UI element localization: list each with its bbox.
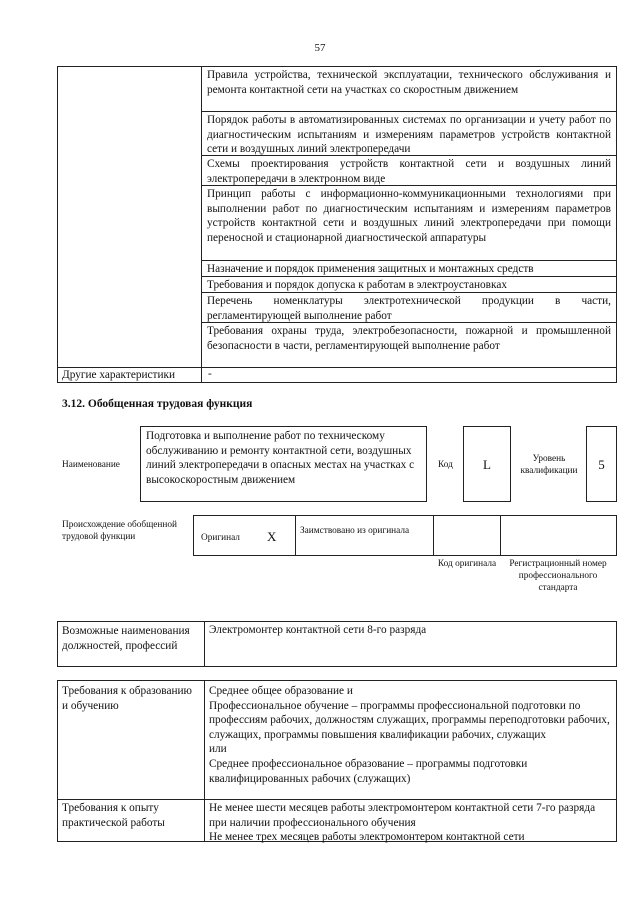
code-original-caption: Код оригинала bbox=[437, 559, 497, 569]
registration-number-caption: Регистрационный номер профессионального стандарта bbox=[509, 559, 607, 593]
table-row: Требования и порядок допуска к работам в электроустановках bbox=[201, 277, 616, 293]
origin-divider bbox=[500, 516, 501, 555]
experience-line: Не менее шести месяцев работы электромонтером контактной сети 7-го разряда при наличии профессионального обучения bbox=[209, 802, 596, 829]
other-characteristics-row bbox=[58, 367, 616, 384]
positions-value: Электромонтер контактной сети 8-го разряда bbox=[209, 624, 427, 636]
function-name-box: Подготовка и выполнение работ по техническому обслуживанию и ремонту контактной сети, воздушных линий электропередачи в опасных местах на участках с высокоскоростным движением bbox=[140, 426, 427, 502]
other-characteristics-label: Другие характеристики bbox=[62, 369, 176, 381]
table-row: Назначение и порядок применения защитных и монтажных средств bbox=[201, 261, 616, 277]
code-value: L bbox=[483, 457, 491, 472]
table-row: Принцип работы с информационно-коммуникационными технологиями при выполнении работ по диагностическим испытаниям и измерениям параметров устройств контактной сети и воздушных линий электропередачи при помощи переносной и стационарной диагностической аппаратуры bbox=[201, 186, 616, 261]
knowledge-table bbox=[57, 66, 617, 383]
table-row: Схемы проектирования устройств контактной сети и воздушных линий электропередачи в электронном виде bbox=[201, 156, 616, 186]
original-mark: X bbox=[267, 529, 277, 544]
education-line: Профессиональное обучение – программы профессиональной подготовки по профессиям рабочих, должностям служащих, программы переподготовки рабочих, служащих, программы повышения квалификации рабочих, служащих bbox=[209, 699, 610, 741]
requirements-table bbox=[57, 680, 617, 842]
code-label: Код bbox=[438, 460, 453, 470]
original-label: Оригинал bbox=[201, 533, 240, 543]
origin-table bbox=[193, 515, 617, 556]
education-line: или bbox=[209, 743, 227, 756]
experience-label: Требования к опыту практической работы bbox=[62, 802, 165, 829]
table-row: Правила устройства, технической эксплуатации, технического обслуживания и ремонта контактной сети на участках со скоростным движением bbox=[201, 67, 616, 112]
positions-label: Возможные наименования должностей, профессий bbox=[62, 625, 190, 652]
level-box bbox=[586, 426, 617, 502]
education-label: Требования к образованию и обучению bbox=[62, 685, 192, 712]
code-box bbox=[463, 426, 511, 502]
level-value: 5 bbox=[598, 457, 605, 472]
borrowed-label: Заимствовано из оригинала bbox=[300, 526, 410, 536]
name-label: Наименование bbox=[62, 460, 120, 470]
table-row: Требования охраны труда, электробезопасности, пожарной и промышленной безопасности в части, регламентирующей выполнение работ bbox=[207, 325, 611, 352]
experience-value bbox=[209, 801, 614, 845]
positions-table bbox=[57, 621, 617, 667]
table-row: Порядок работы в автоматизированных системах по организации и учету работ по диагностическим испытаниям и измерениям параметров устройств контактной сети и воздушных линий электропередачи bbox=[201, 112, 616, 156]
origin-label: Происхождение обобщенной трудовой функции bbox=[62, 520, 177, 542]
positions-label-cell bbox=[58, 622, 205, 666]
section-heading: 3.12. Обобщенная трудовая функция bbox=[62, 398, 253, 410]
education-line: Среднее профессиональное образование – программы подготовки квалифицированных рабочих (служащих) bbox=[209, 757, 528, 785]
row-divider bbox=[58, 799, 616, 800]
other-characteristics-value: - bbox=[208, 368, 212, 380]
page-number: 57 bbox=[314, 42, 326, 54]
level-label: Уровень квалификации bbox=[520, 454, 578, 476]
education-line: Среднее общее образование и bbox=[209, 685, 353, 697]
table-row: Перечень номенклатуры электротехнической продукции в части, регламентирующей выполнение работ bbox=[201, 293, 616, 323]
experience-line: Не менее трех месяцев работы электромонтером контактной сети bbox=[209, 831, 525, 844]
origin-divider bbox=[433, 516, 434, 555]
origin-divider bbox=[295, 516, 296, 555]
education-value bbox=[209, 684, 614, 786]
